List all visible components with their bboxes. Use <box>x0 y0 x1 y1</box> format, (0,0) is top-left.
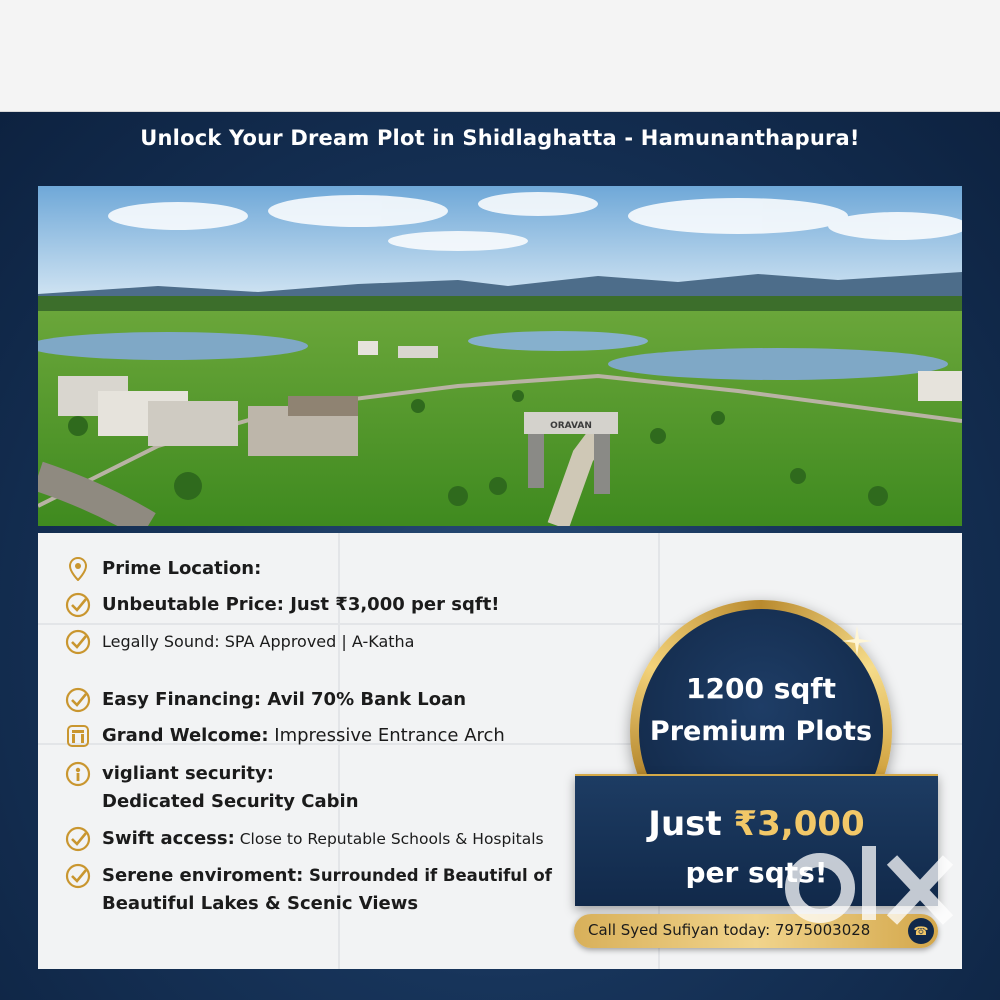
feature-financing: Easy Financing: Avil 70% Bank Loan <box>64 686 466 714</box>
sparkle-icon <box>842 626 872 656</box>
call-to-action-button[interactable] <box>574 914 938 948</box>
check-circle-icon <box>64 825 92 853</box>
feature-price: Unbeutable Price: Just ₹3,000 per sqft! <box>64 591 500 619</box>
check-circle-icon <box>64 686 92 714</box>
entrance-sign-text: ORAVAN <box>550 421 592 431</box>
lake-left <box>38 332 308 360</box>
check-circle-icon <box>64 862 92 890</box>
arch-icon <box>64 722 92 750</box>
headline: Unlock Your Dream Plot in Shidlaghatta - Hamunanthapura! <box>140 126 860 150</box>
cta-text: Call Syed Sufiyan today: 7975003028 <box>588 921 871 939</box>
price-unit: per sqts! <box>685 856 828 889</box>
feature-access: Swift access: Close to Reputable Schools & Hospitals <box>64 825 544 853</box>
phone-icon: ☎ <box>908 918 934 944</box>
hero-illustration <box>38 186 962 526</box>
feature-entrance-arch: Grand Welcome: Impressive Entrance Arch <box>64 722 505 750</box>
badge-label-text: Premium Plots <box>649 716 873 747</box>
location-pin-icon <box>64 555 92 583</box>
lake-right <box>608 348 948 380</box>
badge-size-text: 1200 sqft <box>686 672 836 705</box>
hero-aerial-photo <box>38 186 962 526</box>
top-blank-area <box>0 0 1000 112</box>
check-circle-icon <box>64 591 92 619</box>
check-circle-icon <box>64 628 92 656</box>
price-box <box>575 774 938 906</box>
feature-prime-location: Prime Location: <box>64 555 261 583</box>
security-icon <box>64 760 92 788</box>
price-amount: Just ₹3,000 <box>648 804 865 844</box>
feature-environment: Serene enviroment: Surrounded if Beautiful of Beautiful Lakes & Scenic Views <box>64 862 552 918</box>
feature-legal: Legally Sound: SPA Approved | A-Katha <box>64 628 414 656</box>
feature-security: vigliant security: Dedicated Security Cabin <box>64 760 359 816</box>
lake-middle <box>468 331 648 351</box>
